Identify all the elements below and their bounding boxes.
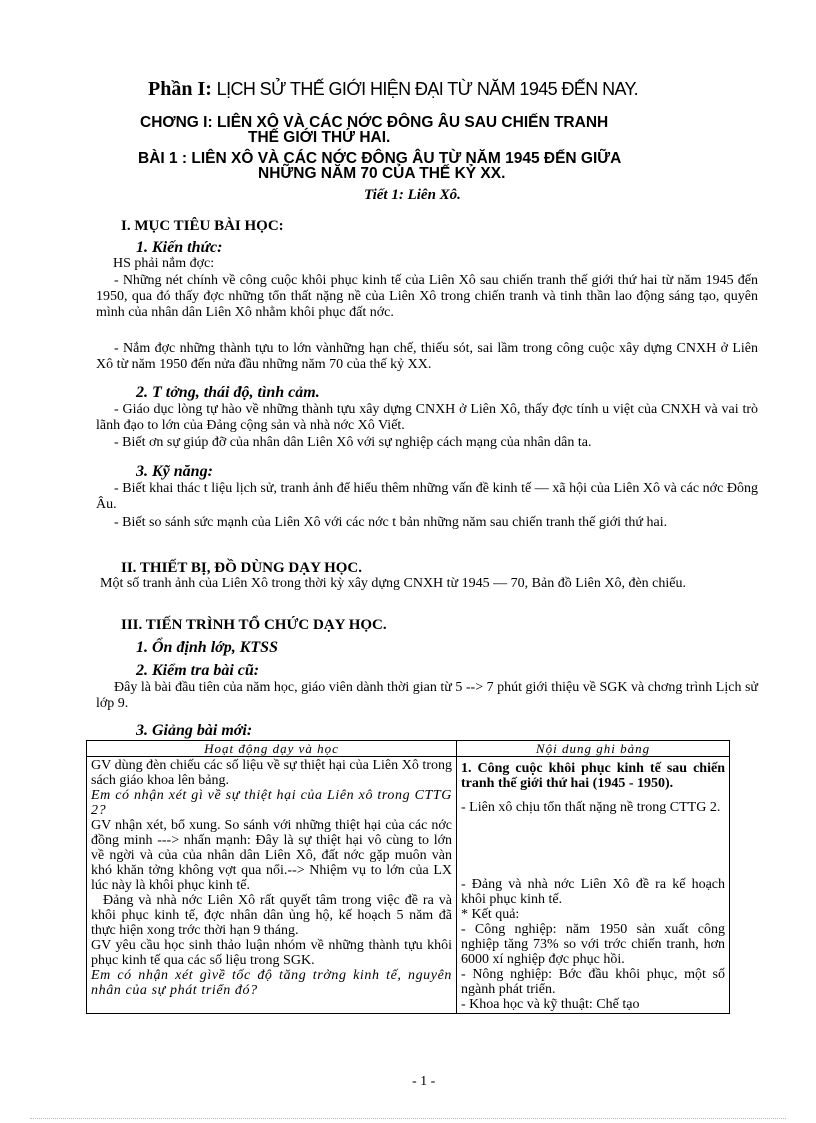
chapter-title-line1: CHƠNG I: LIÊN XÔ VÀ CÁC NỚC ĐÔNG ÂU SAU CHIẾN TRANH — [140, 114, 609, 131]
board-text: - Nông nghiệp: Bớc đầu khôi phục, một số ngành phát triển. — [461, 967, 725, 997]
board-heading: 1. Công cuộc khôi phục kinh tế sau chiến tranh thế giới thứ hai (1945 - 1950). — [461, 761, 725, 791]
board-text: - Công nghiệp: năm 1950 sản xuất công nghiệp tăng 73% so với trớc chiến tranh, hơn 6000 xí nghiệp đợc phục hồi. — [461, 922, 725, 967]
part-prefix: Phần I: — [148, 78, 212, 100]
attitude-paragraph-1: - Giáo dục lòng tự hào về những thành tựu xây dựng CNXH ở Liên Xô, thấy đợc tính u việt của CNXH và vai trò lãnh đạo to lớn của Đảng cộng sản và nhà nớc Xô Viết. — [96, 402, 758, 433]
activity-text: Đảng và nhà nớc Liên Xô rất quyết tâm trong việc đề ra và khôi phục kinh tế, đợc nhân dân ủng hộ, kế hoạch 5 năm đã thực hiện xong trớc thời hạn 9 tháng. — [91, 893, 452, 938]
header-teaching-activities: Hoạt động dạy và học — [87, 741, 457, 757]
knowledge-paragraph-2: - Nắm đợc những thành tựu to lớn vànhững hạn chế, thiếu sót, sai lầm trong công cuộc xây dựng CNXH ở Liên Xô từ năm 1950 đến nửa đầu những năm 70 của thế kỷ XX. — [96, 341, 758, 372]
table-header-row — [87, 741, 730, 757]
activity-text: GV nhận xét, bổ xung. So sánh với những thiệt hại của các nớc đồng minh ---> nhấn mạnh: Đây là sự thiệt hại vô cùng to lớn về ngời và của của nhân dân Liên Xô, đất nớc gặp muôn vàn khó khăn tởng không vợt qua nổi.--> Nhiệm vụ to lớn của LX lúc này là khôi phục kinh tế. — [91, 818, 452, 893]
header-board-content: Nội dung ghi bảng — [457, 741, 730, 757]
part-title-text: LỊCH SỬ THẾ GIỚI HIỆN ĐẠI TỪ NĂM 1945 ĐẾN NAY. — [216, 79, 639, 99]
board-text: - Đảng và nhà nớc Liên Xô đề ra kế hoạch khôi phục kinh tế. — [461, 877, 725, 907]
table-row — [87, 757, 730, 1014]
teaching-activities-cell — [87, 757, 457, 1014]
board-text: - Khoa học và kỹ thuật: Chế tạo — [461, 997, 640, 1012]
step2-text: Đây là bài đầu tiên của năm học, giáo viên dành thời gian từ 5 --> 7 phút giới thiệu về SGK và chơng trình Lịch sử lớp 9. — [96, 680, 758, 711]
attitude-paragraph-2: - Biết ơn sự giúp đỡ của nhân dân Liên Xô với sự nghiệp cách mạng của nhân dân ta. — [114, 435, 592, 450]
knowledge-heading: 1. Kiến thức: — [136, 239, 223, 256]
skills-paragraph-2: - Biết so sánh sức mạnh của Liên Xô với các nớc t bản những năm sau chiến tranh thế giới thứ hai. — [114, 515, 668, 530]
activity-text: GV yêu cầu học sinh thảo luận nhóm về những thành tựu khôi phục kinh tế qua các số liệu trong SGK. — [91, 938, 452, 968]
skills-heading: 3. Kỹ năng: — [136, 463, 213, 480]
board-text: * Kết quả: — [461, 907, 520, 922]
lesson-title-line1: BÀI 1 : LIÊN XÔ VÀ CÁC NỚC ĐÔNG ÂU TỪ NĂM 1945 ĐẾN GIỮA — [138, 150, 622, 167]
step1-heading: 1. Ổn định lớp, KTSS — [136, 639, 278, 656]
skills-paragraph-1: - Biết khai thác t liệu lịch sử, tranh ảnh để hiểu thêm những vấn đề kinh tế — xã hội của Liên Xô và các nớc Đông Âu. — [96, 481, 758, 512]
footer-divider — [30, 1118, 786, 1119]
part-title — [148, 78, 638, 101]
section2-heading: II. THIẾT BỊ, ĐỒ DÙNG DẠY HỌC. — [121, 560, 363, 576]
activity-question: Em có nhận xét gìvề tốc độ tăng trởng kinh tế, nguyên nhân của sự phát triển đó? — [91, 968, 452, 998]
section3-heading: III. TIẾN TRÌNH TỔ CHỨC DẠY HỌC. — [121, 617, 387, 633]
page-number: - 1 - — [412, 1074, 436, 1089]
attitude-heading: 2. T tởng, thái độ, tình cảm. — [136, 384, 320, 401]
step3-heading: 3. Giảng bài mới: — [136, 722, 253, 739]
chapter-title-line2: THẾ GIỚI THỨ HAI. — [248, 129, 391, 146]
period-title: Tiết 1: Liên Xô. — [364, 187, 461, 203]
board-content-cell — [457, 757, 730, 1014]
knowledge-intro: HS phải nắm đợc: — [113, 256, 215, 271]
lesson-table — [86, 740, 730, 1014]
knowledge-paragraph-1: - Những nét chính về công cuộc khôi phục kinh tế của Liên Xô sau chiến tranh thế giới thứ hai từ năm 1945 đến 1950, qua đó thấy đợc những tổn thất nặng nề của Liên Xô trong chiến tranh và tinh thần lao động sáng tạo, quyên mình của nhân dân Liên Xô nhằm khôi phục đất nớc. — [96, 273, 758, 320]
activity-question: Em có nhận xét gì về sự thiệt hại của Liên xô trong CTTG 2? — [91, 788, 452, 818]
board-text: - Liên xô chịu tổn thất nặng nề trong CTTG 2. — [461, 800, 721, 815]
section2-text: Một số tranh ảnh của Liên Xô trong thời kỳ xây dựng CNXH từ 1945 — 70, Bản đồ Liên Xô, đèn chiếu. — [100, 576, 686, 591]
section1-heading: I. MỤC TIÊU BÀI HỌC: — [121, 218, 284, 234]
activity-text: GV dùng đèn chiếu các số liệu về sự thiệt hại của Liên Xô trong sách giáo khoa lên bảng. — [91, 758, 452, 788]
lesson-title-line2: NHỮNG NĂM 70 CỦA THẾ KỶ XX. — [258, 165, 506, 182]
step2-heading: 2. Kiểm tra bài cũ: — [136, 662, 260, 679]
